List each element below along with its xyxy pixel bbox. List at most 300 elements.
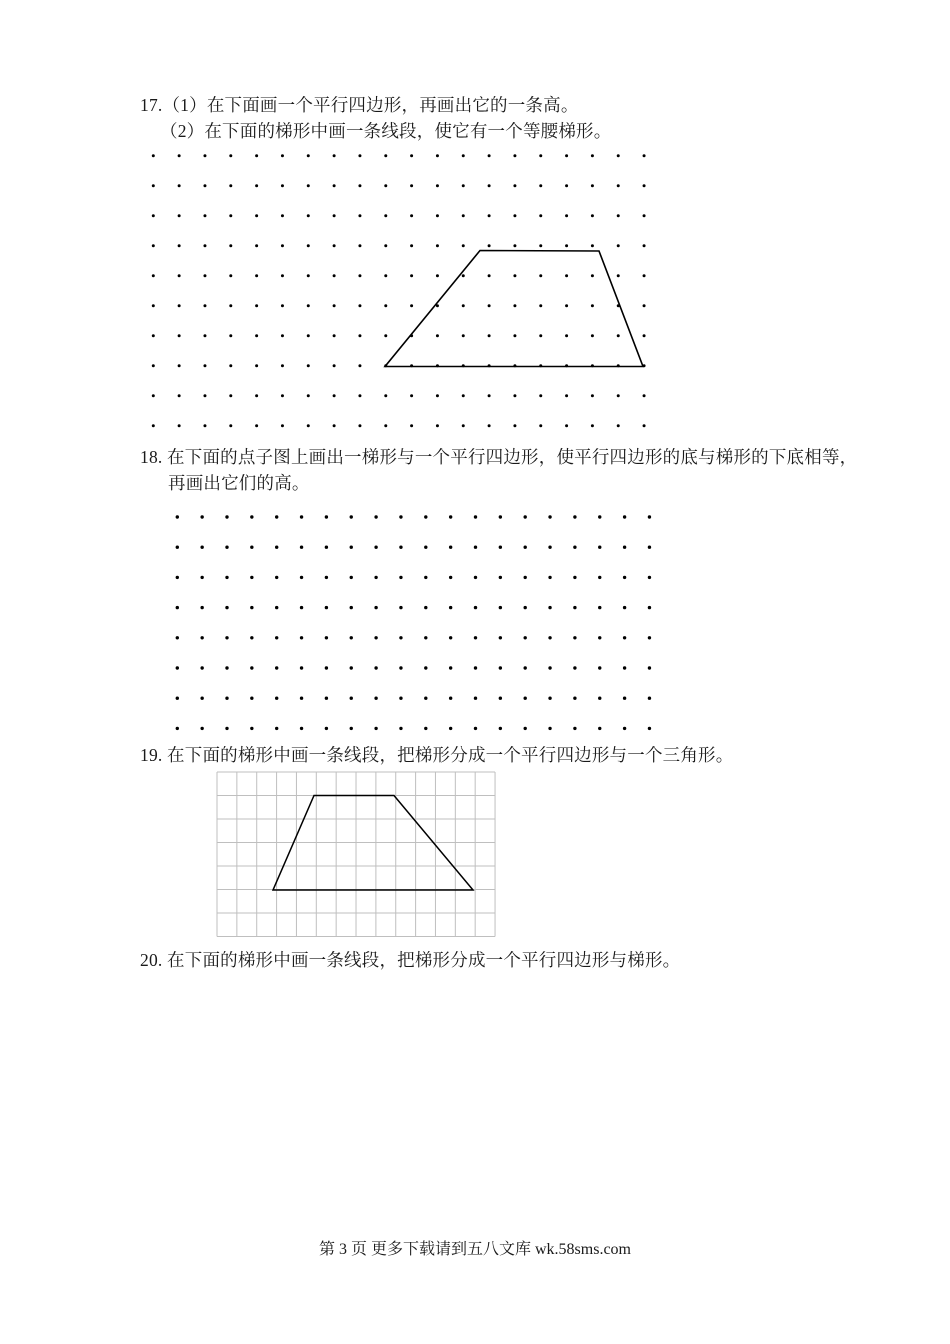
grid-dot [281, 304, 284, 307]
grid-dot [539, 184, 542, 187]
question-18-line-2: 再画出它们的高。 [168, 473, 310, 493]
grid-dot [300, 576, 303, 579]
grid-dot [255, 304, 258, 307]
grid-dot [250, 697, 253, 700]
grid-dot [325, 697, 328, 700]
grid-dot [325, 576, 328, 579]
grid-dot [449, 636, 452, 639]
grid-dot [499, 666, 502, 669]
grid-dot [548, 636, 551, 639]
grid-dot [176, 666, 179, 669]
grid-dot [539, 154, 542, 157]
grid-dot [462, 304, 465, 307]
grid-dot [623, 546, 626, 549]
square-grid-figure-q19 [214, 769, 500, 941]
grid-dot [176, 727, 179, 730]
question-17-line-2: （2）在下面的梯形中画一条线段，使它有一个等腰梯形。 [160, 121, 612, 141]
grid-dot [200, 606, 203, 609]
grid-dot [255, 214, 258, 217]
grid-dot [300, 727, 303, 730]
grid-dot [350, 666, 353, 669]
grid-dot [643, 214, 646, 217]
grid-dot [178, 394, 181, 397]
grid-dot [374, 576, 377, 579]
grid-dot [598, 515, 601, 518]
grid-dot [617, 334, 620, 337]
grid-dot [358, 214, 361, 217]
grid-dot [524, 546, 527, 549]
grid-dot [358, 274, 361, 277]
grid-dot [275, 697, 278, 700]
grid-dot [350, 576, 353, 579]
grid-dot [281, 214, 284, 217]
grid-dot [176, 636, 179, 639]
grid-dot [488, 214, 491, 217]
grid-dot [524, 636, 527, 639]
grid-dot [152, 244, 155, 247]
grid-dot [225, 606, 228, 609]
dot-grid-figure-q17 [146, 148, 658, 436]
grid-dot [333, 424, 336, 427]
grid-dot [399, 606, 402, 609]
grid-dot [350, 727, 353, 730]
grid-dot [358, 304, 361, 307]
grid-dot [374, 636, 377, 639]
grid-dot [152, 304, 155, 307]
grid-dot [573, 515, 576, 518]
grid-dot [424, 727, 427, 730]
grid-dot [424, 697, 427, 700]
grid-dot [399, 546, 402, 549]
grid-dot [436, 154, 439, 157]
grid-dot [462, 244, 465, 247]
grid-dot [513, 154, 516, 157]
grid-dot [548, 606, 551, 609]
grid-dot [410, 214, 413, 217]
grid-dot [281, 184, 284, 187]
grid-dot [648, 576, 651, 579]
grid-dot [281, 154, 284, 157]
grid-dot [513, 244, 516, 247]
grid-dot [307, 184, 310, 187]
grid-dot [539, 424, 542, 427]
grid-dot [449, 697, 452, 700]
grid-dot [424, 576, 427, 579]
grid-dot [358, 394, 361, 397]
grid-dot [617, 244, 620, 247]
grid-dot [200, 515, 203, 518]
grid-dot [499, 727, 502, 730]
question-17 [140, 92, 611, 144]
grid-dot [643, 244, 646, 247]
grid-dot [524, 666, 527, 669]
grid-dot [643, 394, 646, 397]
grid-dot [591, 184, 594, 187]
dot-grid-figure-q18 [170, 508, 662, 740]
grid-dot [643, 304, 646, 307]
grid-dot [424, 666, 427, 669]
grid-dot [591, 304, 594, 307]
grid-dot [176, 576, 179, 579]
grid-dot [436, 274, 439, 277]
grid-dot [152, 214, 155, 217]
grid-dot [565, 394, 568, 397]
grid-dot [333, 274, 336, 277]
grid-dot [229, 184, 232, 187]
grid-dot [565, 304, 568, 307]
grid-dot [178, 364, 181, 367]
grid-dot [410, 394, 413, 397]
grid-dot [565, 424, 568, 427]
grid-dot [307, 214, 310, 217]
grid-dot [250, 666, 253, 669]
grid-dot [255, 364, 258, 367]
grid-dot [424, 546, 427, 549]
grid-dot [474, 666, 477, 669]
grid-dot [573, 606, 576, 609]
grid-dot [499, 576, 502, 579]
grid-dot [176, 697, 179, 700]
question-19 [140, 742, 733, 768]
grid-dot [410, 304, 413, 307]
grid-dot [474, 697, 477, 700]
grid-dot [488, 274, 491, 277]
grid-dot [203, 364, 206, 367]
square-grid-19-svg [214, 769, 500, 941]
grid-dot [229, 394, 232, 397]
question-17-line-1: 17.（1）在下面画一个平行四边形，再画出它的一条高。 [140, 95, 579, 115]
grid-dot [350, 636, 353, 639]
grid-dot [548, 576, 551, 579]
grid-dot [513, 304, 516, 307]
grid-dot [250, 606, 253, 609]
grid-dot [225, 515, 228, 518]
grid-dot [410, 274, 413, 277]
grid-dot [499, 515, 502, 518]
grid-dot [648, 636, 651, 639]
grid-dot [255, 244, 258, 247]
grid-dot [325, 546, 328, 549]
grid-dot [539, 244, 542, 247]
grid-dot [384, 274, 387, 277]
grid-dot [565, 154, 568, 157]
question-18 [140, 444, 857, 496]
grid-dot [300, 606, 303, 609]
grid-dot [513, 394, 516, 397]
grid-dot [565, 214, 568, 217]
grid-dot [200, 697, 203, 700]
grid-dot [598, 636, 601, 639]
grid-dot [499, 546, 502, 549]
grid-dot [333, 244, 336, 247]
grid-dot [643, 424, 646, 427]
grid-dot [513, 214, 516, 217]
grid-dot [152, 274, 155, 277]
grid-dot [548, 546, 551, 549]
grid-dot [474, 515, 477, 518]
grid-dot [200, 636, 203, 639]
grid-dot [598, 606, 601, 609]
question-20-line-1: 20. 在下面的梯形中画一条线段，把梯形分成一个平行四边形与梯形。 [140, 950, 681, 970]
grid-dot [229, 244, 232, 247]
grid-dot [617, 214, 620, 217]
grid-dot [178, 304, 181, 307]
grid-dot [591, 154, 594, 157]
grid-dot [598, 576, 601, 579]
grid-dot [623, 636, 626, 639]
grid-dot [203, 214, 206, 217]
grid-dot [436, 394, 439, 397]
grid-dot [358, 364, 361, 367]
grid-dot [449, 546, 452, 549]
dot-grid-1-svg [146, 148, 658, 436]
grid-dot [275, 727, 278, 730]
grid-dot [410, 184, 413, 187]
grid-dot [384, 334, 387, 337]
grid-dot [281, 244, 284, 247]
grid-dot [275, 546, 278, 549]
grid-dot [178, 154, 181, 157]
grid-dot [449, 606, 452, 609]
grid-dot [152, 364, 155, 367]
grid-dot [617, 394, 620, 397]
grid-dot [275, 606, 278, 609]
grid-dot [436, 424, 439, 427]
grid-dot [524, 697, 527, 700]
grid-dot [178, 244, 181, 247]
grid-dot [548, 697, 551, 700]
grid-dot [225, 636, 228, 639]
grid-dot [488, 304, 491, 307]
grid-dot [623, 576, 626, 579]
grid-dot [617, 274, 620, 277]
grid-dot [152, 154, 155, 157]
grid-dot [374, 666, 377, 669]
grid-dot [524, 727, 527, 730]
grid-dot [598, 727, 601, 730]
grid-dot [565, 184, 568, 187]
grid-dot [539, 334, 542, 337]
grid-dot [225, 666, 228, 669]
grid-dot [176, 515, 179, 518]
grid-dot [203, 184, 206, 187]
grid-dot [255, 334, 258, 337]
grid-dot [358, 424, 361, 427]
grid-dot [229, 334, 232, 337]
grid-dot [623, 515, 626, 518]
grid-dot [399, 697, 402, 700]
grid-dot [255, 184, 258, 187]
grid-dot [539, 214, 542, 217]
grid-dot [176, 546, 179, 549]
grid-dot [513, 424, 516, 427]
grid-dot [281, 274, 284, 277]
grid-dot [474, 606, 477, 609]
grid-dot [399, 727, 402, 730]
grid-dot [548, 515, 551, 518]
grid-dot [591, 424, 594, 427]
grid-dot [643, 274, 646, 277]
grid-dot [350, 515, 353, 518]
grid-dot [374, 697, 377, 700]
grid-dot [499, 636, 502, 639]
grid-dot [623, 666, 626, 669]
grid-dot [325, 636, 328, 639]
grid-dot [203, 244, 206, 247]
grid-dot [325, 666, 328, 669]
grid-dot [275, 515, 278, 518]
grid-dot [474, 576, 477, 579]
grid-dot [548, 666, 551, 669]
grid-dot [449, 727, 452, 730]
grid-dot [410, 424, 413, 427]
grid-dot [250, 576, 253, 579]
grid-dot [591, 244, 594, 247]
grid-dot [436, 334, 439, 337]
dot-grid-2-svg [170, 508, 662, 740]
grid-dot [255, 154, 258, 157]
grid-dot [449, 576, 452, 579]
grid-dot [436, 244, 439, 247]
grid-dot [643, 154, 646, 157]
grid-dot [573, 727, 576, 730]
grid-dot [436, 214, 439, 217]
grid-dot [424, 636, 427, 639]
grid-dot [152, 184, 155, 187]
grid-dot [488, 154, 491, 157]
grid-dot [513, 184, 516, 187]
grid-dot [229, 424, 232, 427]
grid-dot [178, 214, 181, 217]
grid-dot [488, 184, 491, 187]
grid-dot [255, 274, 258, 277]
grid-dot [255, 394, 258, 397]
grid-dot [598, 697, 601, 700]
trapezoid-outline-q17 [385, 251, 643, 367]
grid-dot [225, 697, 228, 700]
grid-dot [225, 576, 228, 579]
grid-dot [399, 576, 402, 579]
grid-dot [203, 424, 206, 427]
grid-dot [333, 334, 336, 337]
grid-dot [462, 154, 465, 157]
grid-dot [203, 334, 206, 337]
grid-dot [573, 697, 576, 700]
grid-dot [250, 636, 253, 639]
grid-dot [203, 154, 206, 157]
grid-dot [384, 214, 387, 217]
grid-dot [333, 214, 336, 217]
grid-dot [565, 334, 568, 337]
grid-dot [424, 606, 427, 609]
grid-dot [591, 274, 594, 277]
grid-dot [333, 304, 336, 307]
grid-dot [255, 424, 258, 427]
grid-dot [384, 244, 387, 247]
grid-dot [384, 184, 387, 187]
grid-dot [152, 424, 155, 427]
grid-dot [623, 606, 626, 609]
grid-dot [462, 334, 465, 337]
grid-dot [524, 515, 527, 518]
grid-dot [643, 184, 646, 187]
grid-dot [333, 364, 336, 367]
grid-dot [178, 274, 181, 277]
grid-dot [410, 244, 413, 247]
grid-dot [200, 546, 203, 549]
grid-dot [358, 154, 361, 157]
grid-dot [488, 244, 491, 247]
grid-dot [573, 666, 576, 669]
grid-dot [643, 334, 646, 337]
grid-dot [648, 515, 651, 518]
grid-dot [333, 184, 336, 187]
grid-dot [307, 154, 310, 157]
grid-dot [300, 666, 303, 669]
grid-dot [350, 697, 353, 700]
grid-dot [449, 666, 452, 669]
grid-dot [474, 727, 477, 730]
grid-dot [250, 546, 253, 549]
grid-dot [176, 606, 179, 609]
grid-dot [333, 154, 336, 157]
grid-dot [229, 364, 232, 367]
grid-dot [410, 154, 413, 157]
grid-dot [250, 515, 253, 518]
grid-dot [648, 727, 651, 730]
grid-dot [281, 364, 284, 367]
grid-dot [462, 394, 465, 397]
grid-dot [325, 606, 328, 609]
grid-dot [300, 515, 303, 518]
grid-dot [374, 515, 377, 518]
grid-dot [488, 424, 491, 427]
grid-dot [307, 244, 310, 247]
grid-dot [325, 515, 328, 518]
grid-dot [358, 334, 361, 337]
grid-dot [449, 515, 452, 518]
grid-dot [384, 304, 387, 307]
grid-dot [513, 274, 516, 277]
grid-dot [178, 424, 181, 427]
grid-dot [399, 636, 402, 639]
grid-dot [229, 214, 232, 217]
grid-dot [281, 424, 284, 427]
grid-dot [229, 274, 232, 277]
grid-dot [152, 334, 155, 337]
grid-dot [499, 697, 502, 700]
grid-dot [474, 636, 477, 639]
grid-dot [548, 727, 551, 730]
grid-dot [203, 274, 206, 277]
grid-dot [374, 546, 377, 549]
grid-dot [648, 606, 651, 609]
grid-dot [300, 546, 303, 549]
grid-dot [573, 636, 576, 639]
grid-dot [384, 394, 387, 397]
grid-dot [307, 274, 310, 277]
grid-dot [307, 304, 310, 307]
grid-dot [524, 576, 527, 579]
grid-dot [617, 184, 620, 187]
grid-dot [565, 274, 568, 277]
grid-dot [648, 546, 651, 549]
grid-dot [358, 184, 361, 187]
grid-dot [307, 424, 310, 427]
grid-dot [623, 727, 626, 730]
grid-dot [225, 727, 228, 730]
grid-dot [623, 697, 626, 700]
